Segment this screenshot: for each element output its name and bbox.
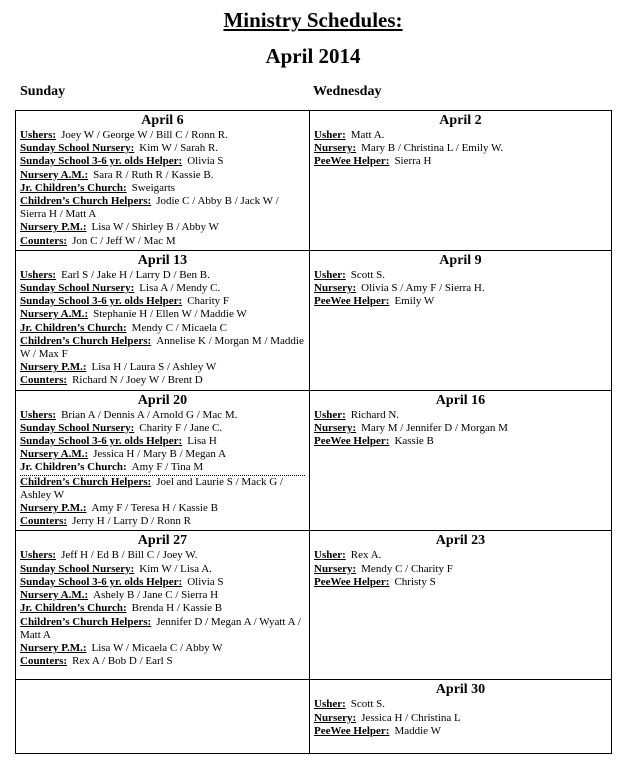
cell-april-2 [310, 111, 611, 250]
cell-date: April 30 [435, 682, 486, 698]
schedule-entry [20, 142, 305, 155]
entry-label: Children’s Church Helpers: [20, 475, 152, 488]
entry-value: Sara R / Ruth R / Kassie B. [93, 168, 214, 181]
entry-value: Rex A. [350, 549, 382, 562]
entry-label: Usher: [314, 408, 346, 421]
schedule-entry [20, 374, 305, 387]
schedule-entry [20, 448, 305, 461]
schedule-entry [314, 725, 607, 738]
entry-value: Amy F / Teresa H / Kassie B [91, 502, 218, 515]
entry-value: Olivia S / Amy F / Sierra H. [361, 282, 485, 295]
schedule-entry [314, 155, 607, 168]
schedule-entry [20, 476, 305, 502]
entry-value: Kim W / Lisa A. [139, 562, 212, 575]
schedule-entry [20, 655, 305, 668]
entry-value: Jon C / Jeff W / Mac M [72, 234, 176, 247]
schedule-entry [20, 515, 305, 528]
schedule-entry [20, 195, 305, 221]
schedule-entry [314, 282, 607, 295]
schedule-entry [20, 361, 305, 374]
entry-label: Counters: [20, 374, 68, 387]
entry-label: Ushers: [20, 129, 57, 141]
schedule-entry [20, 155, 305, 168]
schedule-entry [314, 698, 607, 711]
entry-label: Jr. Children’s Church: [20, 181, 127, 194]
schedule-entry [20, 322, 305, 335]
cell-april-13 [16, 251, 310, 390]
entry-label: PeeWee Helper: [314, 724, 390, 737]
entry-value: Charity F / Jane C. [139, 421, 223, 434]
entry-label: PeeWee Helper: [314, 295, 390, 308]
entry-label: Nursery: [314, 142, 357, 155]
cell-april-6 [16, 111, 310, 250]
entry-value: Jeff H / Ed B / Bill C / Joey W. [61, 549, 198, 562]
page-subtitle: April 2014 [265, 44, 361, 68]
entry-value: Mary M / Jennifer D / Morgan M [361, 421, 508, 434]
cell-date: April 2 [439, 113, 482, 128]
entry-value: Rex A / Bob D / Earl S [72, 655, 173, 668]
entry-label: Children’s Church Helpers: [20, 334, 152, 347]
schedule-entry [20, 549, 305, 562]
schedule-entry [314, 576, 607, 589]
entry-value: Scott S. [350, 698, 386, 711]
cell-april-30 [310, 680, 611, 753]
entry-value: Lisa H / Laura S / Ashley W [91, 361, 217, 374]
cell-date: April 16 [435, 392, 486, 408]
cell-april-23 [310, 531, 611, 679]
column-headers [15, 84, 612, 100]
entry-label: PeeWee Helper: [314, 155, 390, 168]
schedule-entry [20, 576, 305, 589]
schedule-entry [314, 549, 607, 562]
cell-date: April 23 [435, 533, 486, 549]
schedule-entry [314, 712, 607, 725]
schedule-entry [314, 409, 607, 422]
entry-value: Matt A. [350, 129, 385, 141]
entry-value: Kassie B [394, 435, 434, 448]
entry-value: Sierra H [394, 155, 432, 168]
entry-value: Olivia S [187, 575, 224, 588]
schedule-entry [314, 435, 607, 448]
entry-value: Lisa H [187, 435, 217, 448]
entry-value: Scott S. [350, 268, 386, 281]
schedule-entry [20, 602, 305, 615]
entry-label: Usher: [314, 129, 346, 141]
table-row [16, 391, 611, 532]
schedule-entry [314, 269, 607, 282]
entry-value: Kim W / Sarah R. [139, 142, 219, 155]
table-row [16, 111, 611, 251]
entry-label: Counters: [20, 515, 68, 528]
entry-value: Jennifer D / Megan A / Wyatt A / Matt A [20, 615, 301, 641]
schedule-table [15, 110, 612, 754]
entry-value: Jessica H / Mary B / Megan A [93, 448, 227, 461]
cell-april-9 [310, 251, 611, 390]
cell-date: April 20 [137, 392, 188, 408]
schedule-entry [20, 269, 305, 282]
schedule-entry [314, 422, 607, 435]
schedule-entry [20, 435, 305, 448]
schedule-entry [20, 282, 305, 295]
cell-date: April 9 [439, 252, 482, 268]
cell-date: April 13 [137, 252, 188, 268]
column-header-sunday: Sunday [20, 84, 66, 99]
schedule-entry [20, 308, 305, 321]
schedule-entry [20, 221, 305, 234]
entry-value: Jessica H / Christina L [361, 711, 461, 724]
entry-label: Nursery P.M.: [20, 641, 87, 654]
schedule-entry [20, 589, 305, 602]
cell-april-16 [310, 391, 611, 531]
entry-label: Sunday School 3-6 yr. olds Helper: [20, 435, 183, 448]
entry-label: Sunday School 3-6 yr. olds Helper: [20, 575, 183, 588]
entry-value: Richard N / Joey W / Brent D [72, 374, 203, 387]
cell-april-27 [16, 531, 310, 679]
entry-label: Nursery: [314, 421, 357, 434]
entry-label: Nursery P.M.: [20, 361, 87, 374]
entry-value: Mendy C / Charity F [361, 562, 453, 575]
schedule-entry [20, 235, 305, 248]
entry-label: PeeWee Helper: [314, 575, 390, 588]
entry-label: Sunday School Nursery: [20, 282, 135, 295]
entry-value: Maddie W [394, 724, 441, 737]
schedule-entry [314, 142, 607, 155]
entry-label: PeeWee Helper: [314, 435, 390, 448]
schedule-entry [20, 335, 305, 361]
entry-value: Jerry H / Larry D / Ronn R [72, 515, 191, 528]
schedule-entry [20, 563, 305, 576]
entry-value: Amy F / Tina M [131, 461, 204, 474]
schedule-entry [20, 422, 305, 435]
entry-label: Sunday School 3-6 yr. olds Helper: [20, 295, 183, 308]
entry-label: Nursery A.M.: [20, 589, 89, 602]
schedule-entry [20, 169, 305, 182]
cell-date: April 27 [137, 533, 188, 549]
schedule-entry [20, 409, 305, 422]
entry-value: Mary B / Christina L / Emily W. [361, 142, 504, 155]
schedule-entry [314, 563, 607, 576]
schedule-entry [20, 502, 305, 515]
schedule-entry [20, 182, 305, 195]
entry-value: Jodie C / Abby B / Jack W / Sierra H / Matt A [20, 195, 279, 221]
entry-label: Nursery P.M.: [20, 502, 87, 515]
entry-label: Ushers: [20, 408, 57, 421]
entry-value: Richard N. [350, 408, 400, 421]
schedule-entry [20, 295, 305, 308]
entry-value: Earl S / Jake H / Larry D / Ben B. [61, 268, 210, 281]
entry-label: Counters: [20, 234, 68, 247]
entry-label: Jr. Children’s Church: [20, 461, 127, 474]
schedule-entry-dotted-underline [20, 461, 305, 475]
schedule-entry [20, 129, 305, 142]
entry-label: Children’s Church Helpers: [20, 195, 152, 208]
entry-value: Lisa A / Mendy C. [139, 282, 221, 295]
entry-label: Sunday School Nursery: [20, 142, 135, 155]
entry-value: Charity F [187, 295, 230, 308]
entry-label: Usher: [314, 549, 346, 562]
entry-value: Brenda H / Kassie B [131, 602, 223, 615]
entry-label: Nursery A.M.: [20, 168, 89, 181]
cell-empty [16, 680, 310, 753]
entry-value: Joey W / George W / Bill C / Ronn R. [61, 129, 228, 141]
entry-label: Nursery: [314, 562, 357, 575]
entry-label: Usher: [314, 268, 346, 281]
table-row [16, 531, 611, 680]
entry-label: Sunday School 3-6 yr. olds Helper: [20, 155, 183, 168]
entry-label: Nursery A.M.: [20, 448, 89, 461]
table-row [16, 680, 611, 753]
schedule-entry [314, 129, 607, 142]
entry-value: Sweigarts [131, 181, 176, 194]
cell-april-20 [16, 391, 310, 531]
column-header-wednesday: Wednesday [313, 84, 382, 99]
entry-value: Lisa W / Micaela C / Abby W [91, 641, 223, 654]
page-title: Ministry Schedules: [223, 8, 403, 32]
entry-value: Christy S [394, 575, 436, 588]
entry-value: Mendy C / Micaela C [131, 321, 227, 334]
entry-label: Nursery: [314, 711, 357, 724]
entry-label: Ushers: [20, 549, 57, 562]
cell-date: April 6 [141, 113, 184, 128]
entry-label: Ushers: [20, 268, 57, 281]
entry-label: Jr. Children’s Church: [20, 602, 127, 615]
entry-label: Usher: [314, 698, 346, 711]
entry-value: Joel and Laurie S / Mack G / Ashley W [20, 475, 283, 501]
schedule-entry [20, 616, 305, 642]
entry-label: Nursery: [314, 282, 357, 295]
schedule-entry [314, 295, 607, 308]
entry-value: Olivia S [187, 155, 224, 168]
entry-value: Ashely B / Jane C / Sierra H [93, 589, 219, 602]
entry-value: Brian A / Dennis A / Arnold G / Mac M. [61, 408, 238, 421]
entry-value: Lisa W / Shirley B / Abby W [91, 221, 219, 234]
entry-label: Jr. Children’s Church: [20, 321, 127, 334]
table-row [16, 251, 611, 391]
entry-label: Sunday School Nursery: [20, 562, 135, 575]
entry-label: Nursery A.M.: [20, 308, 89, 321]
schedule-entry [20, 642, 305, 655]
entry-label: Counters: [20, 655, 68, 668]
entry-value: Annelise K / Morgan M / Maddie W / Max F [20, 334, 304, 361]
entry-label: Sunday School Nursery: [20, 421, 135, 434]
entry-value: Emily W [394, 295, 435, 308]
entry-label: Nursery P.M.: [20, 221, 87, 234]
entry-value: Stephanie H / Ellen W / Maddie W [93, 308, 247, 321]
entry-label: Children’s Church Helpers: [20, 615, 152, 628]
